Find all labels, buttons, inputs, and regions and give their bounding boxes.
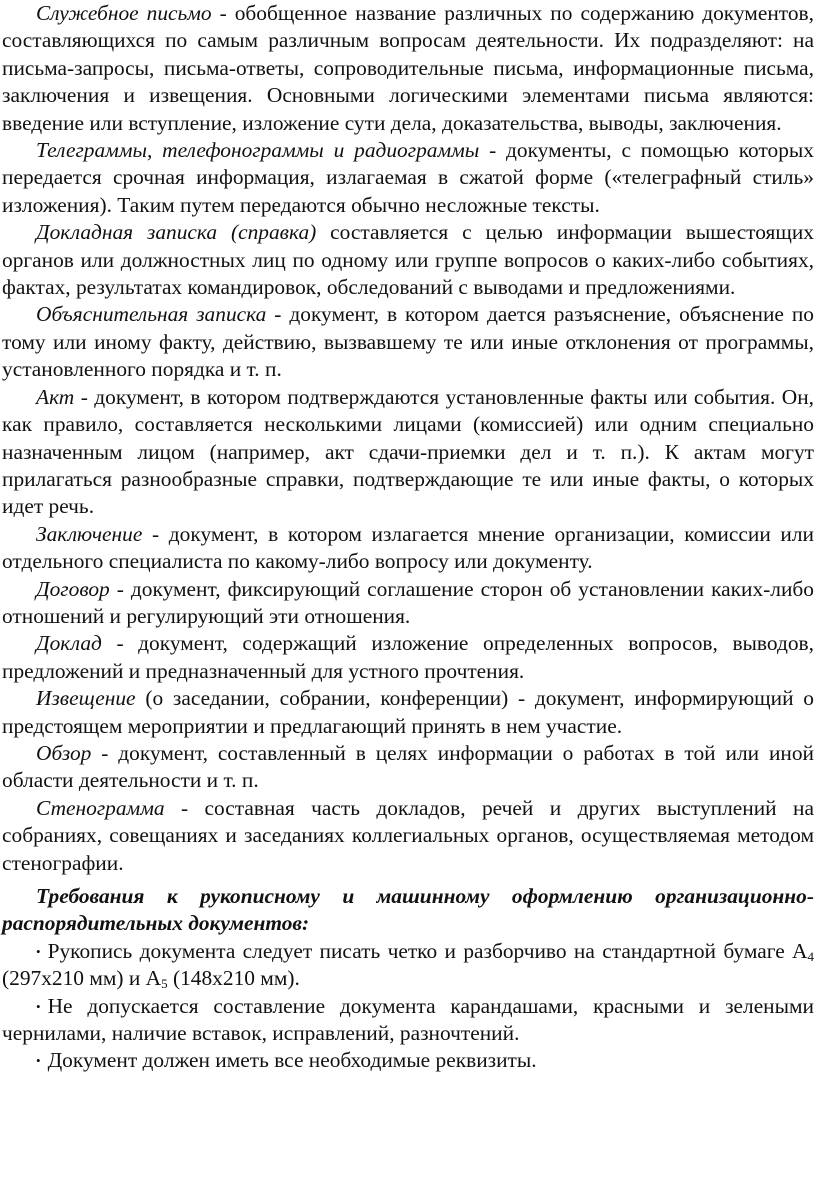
definition-text: - обобщенное название различных по содержанию документов, составляющихся по самым различным вопросам деятельности. Их подразделяют: на письма-запросы, письма-ответы, сопроводительные письма, информационные письма, заключения и извещения. Основными логическими элементами письма являются: введение или вступление, изложение сути дела, доказательства, выводы, заключения. <box>2 1 814 135</box>
bullet-icon: • <box>36 1053 41 1069</box>
definition-text: - документы, с помощью которых передается срочная информация, излагаемая в сжатой форме («телеграфный стиль» изложения). Таким путем передаются обычно несложные тексты. <box>2 138 814 217</box>
definition-term: Стенограмма <box>36 795 165 820</box>
definition-term: Извещение <box>36 686 136 711</box>
definition-term: Доклад <box>36 631 102 656</box>
requirement-text: (148х210 мм). <box>167 966 300 991</box>
definition-term: Заключение <box>36 521 143 546</box>
definition-paragraph <box>2 219 814 301</box>
definition-paragraph <box>2 740 814 795</box>
definition-term: Объяснительная записка <box>36 302 267 327</box>
bullet-icon: • <box>36 998 41 1014</box>
definition-paragraph <box>2 0 814 137</box>
requirement-text: Не допускается составление документа карандашами, красными и зелеными чернилами, наличие вставок, исправлений, разночтений. <box>2 993 814 1046</box>
definition-text: - составная часть докладов, речей и других выступлений на собраниях, совещаниях и заседаниях коллегиальных органов, осуществляемая методом стенографии. <box>2 795 814 875</box>
definition-term: Акт <box>36 384 75 409</box>
definition-term: Телеграммы, телефонограммы и радиограммы <box>36 138 480 163</box>
bullet-icon: • <box>36 943 41 959</box>
requirement-text: (297х210 мм) и А <box>2 966 162 991</box>
definition-term: Докладная записка (справка) <box>36 220 317 245</box>
requirement-list-item <box>2 993 814 1048</box>
definition-text: - документ, в котором подтверждаются установленные факты или события. Он, как правило, составляется несколькими лицами (комиссией) или одним специально назначенным лицом (например, акт сдачи-приемки дел и т. п.). К актам могут прилагаться разнообразные справки, подтверждающие те или иные факты, о которых идет речь. <box>2 384 814 519</box>
definition-text: - документ, содержащий изложение определенных вопросов, выводов, предложений и предназначенный для устного прочтения. <box>2 631 814 683</box>
definition-paragraph <box>2 630 814 685</box>
definition-term: Обзор <box>36 740 92 765</box>
definition-paragraph <box>2 137 814 219</box>
definition-text: (о заседании, собрании, конференции) - документ, информирующий о предстоящем мероприятии и предлагающий принять в нем участие. <box>2 686 814 738</box>
definition-paragraph <box>2 576 814 631</box>
definition-paragraph <box>2 384 814 521</box>
definition-text: - документ, составленный в целях информации о работах в той или иной области деятельности и т. п. <box>2 740 814 793</box>
definition-text: - документ, в котором дается разъяснение, объяснение по тому или иному факту, действию, вызвавшему те или иные отклонения от программы, установленного порядка и т. п. <box>2 302 814 382</box>
requirement-list-item <box>2 938 814 993</box>
definition-term: Служебное письмо <box>36 1 212 25</box>
requirement-list-item <box>2 1047 814 1074</box>
requirements-heading: Требования к рукописному и машинному оформлению организационно-распорядительных документов: <box>2 884 814 936</box>
definition-paragraph <box>2 301 814 383</box>
definition-term: Договор <box>36 576 110 601</box>
definition-text: - документ, фиксирующий соглашение сторон об установлении каких-либо отношений и регулирующий эти отношения. <box>2 576 814 628</box>
format-subscript: 5 <box>161 976 168 992</box>
definition-text: составляется с целью информации вышестоящих органов или должностных лиц по одному или группе вопросов о каких-либо событиях, фактах, результатах командировок, обследований с выводами и предложениями. <box>2 220 814 300</box>
definition-paragraph <box>2 685 814 740</box>
definition-paragraph <box>2 521 814 576</box>
format-subscript: 4 <box>807 948 814 964</box>
definition-text: - документ, в котором излагается мнение организации, комиссии или отдельного специалиста по какому-либо вопросу или документу. <box>2 521 814 574</box>
requirement-text: Документ должен иметь все необходимые реквизиты. <box>47 1048 537 1073</box>
definition-paragraph <box>2 795 814 877</box>
requirement-text: Рукопись документа следует писать четко и разборчиво на стандартной бумаге А <box>47 938 808 963</box>
